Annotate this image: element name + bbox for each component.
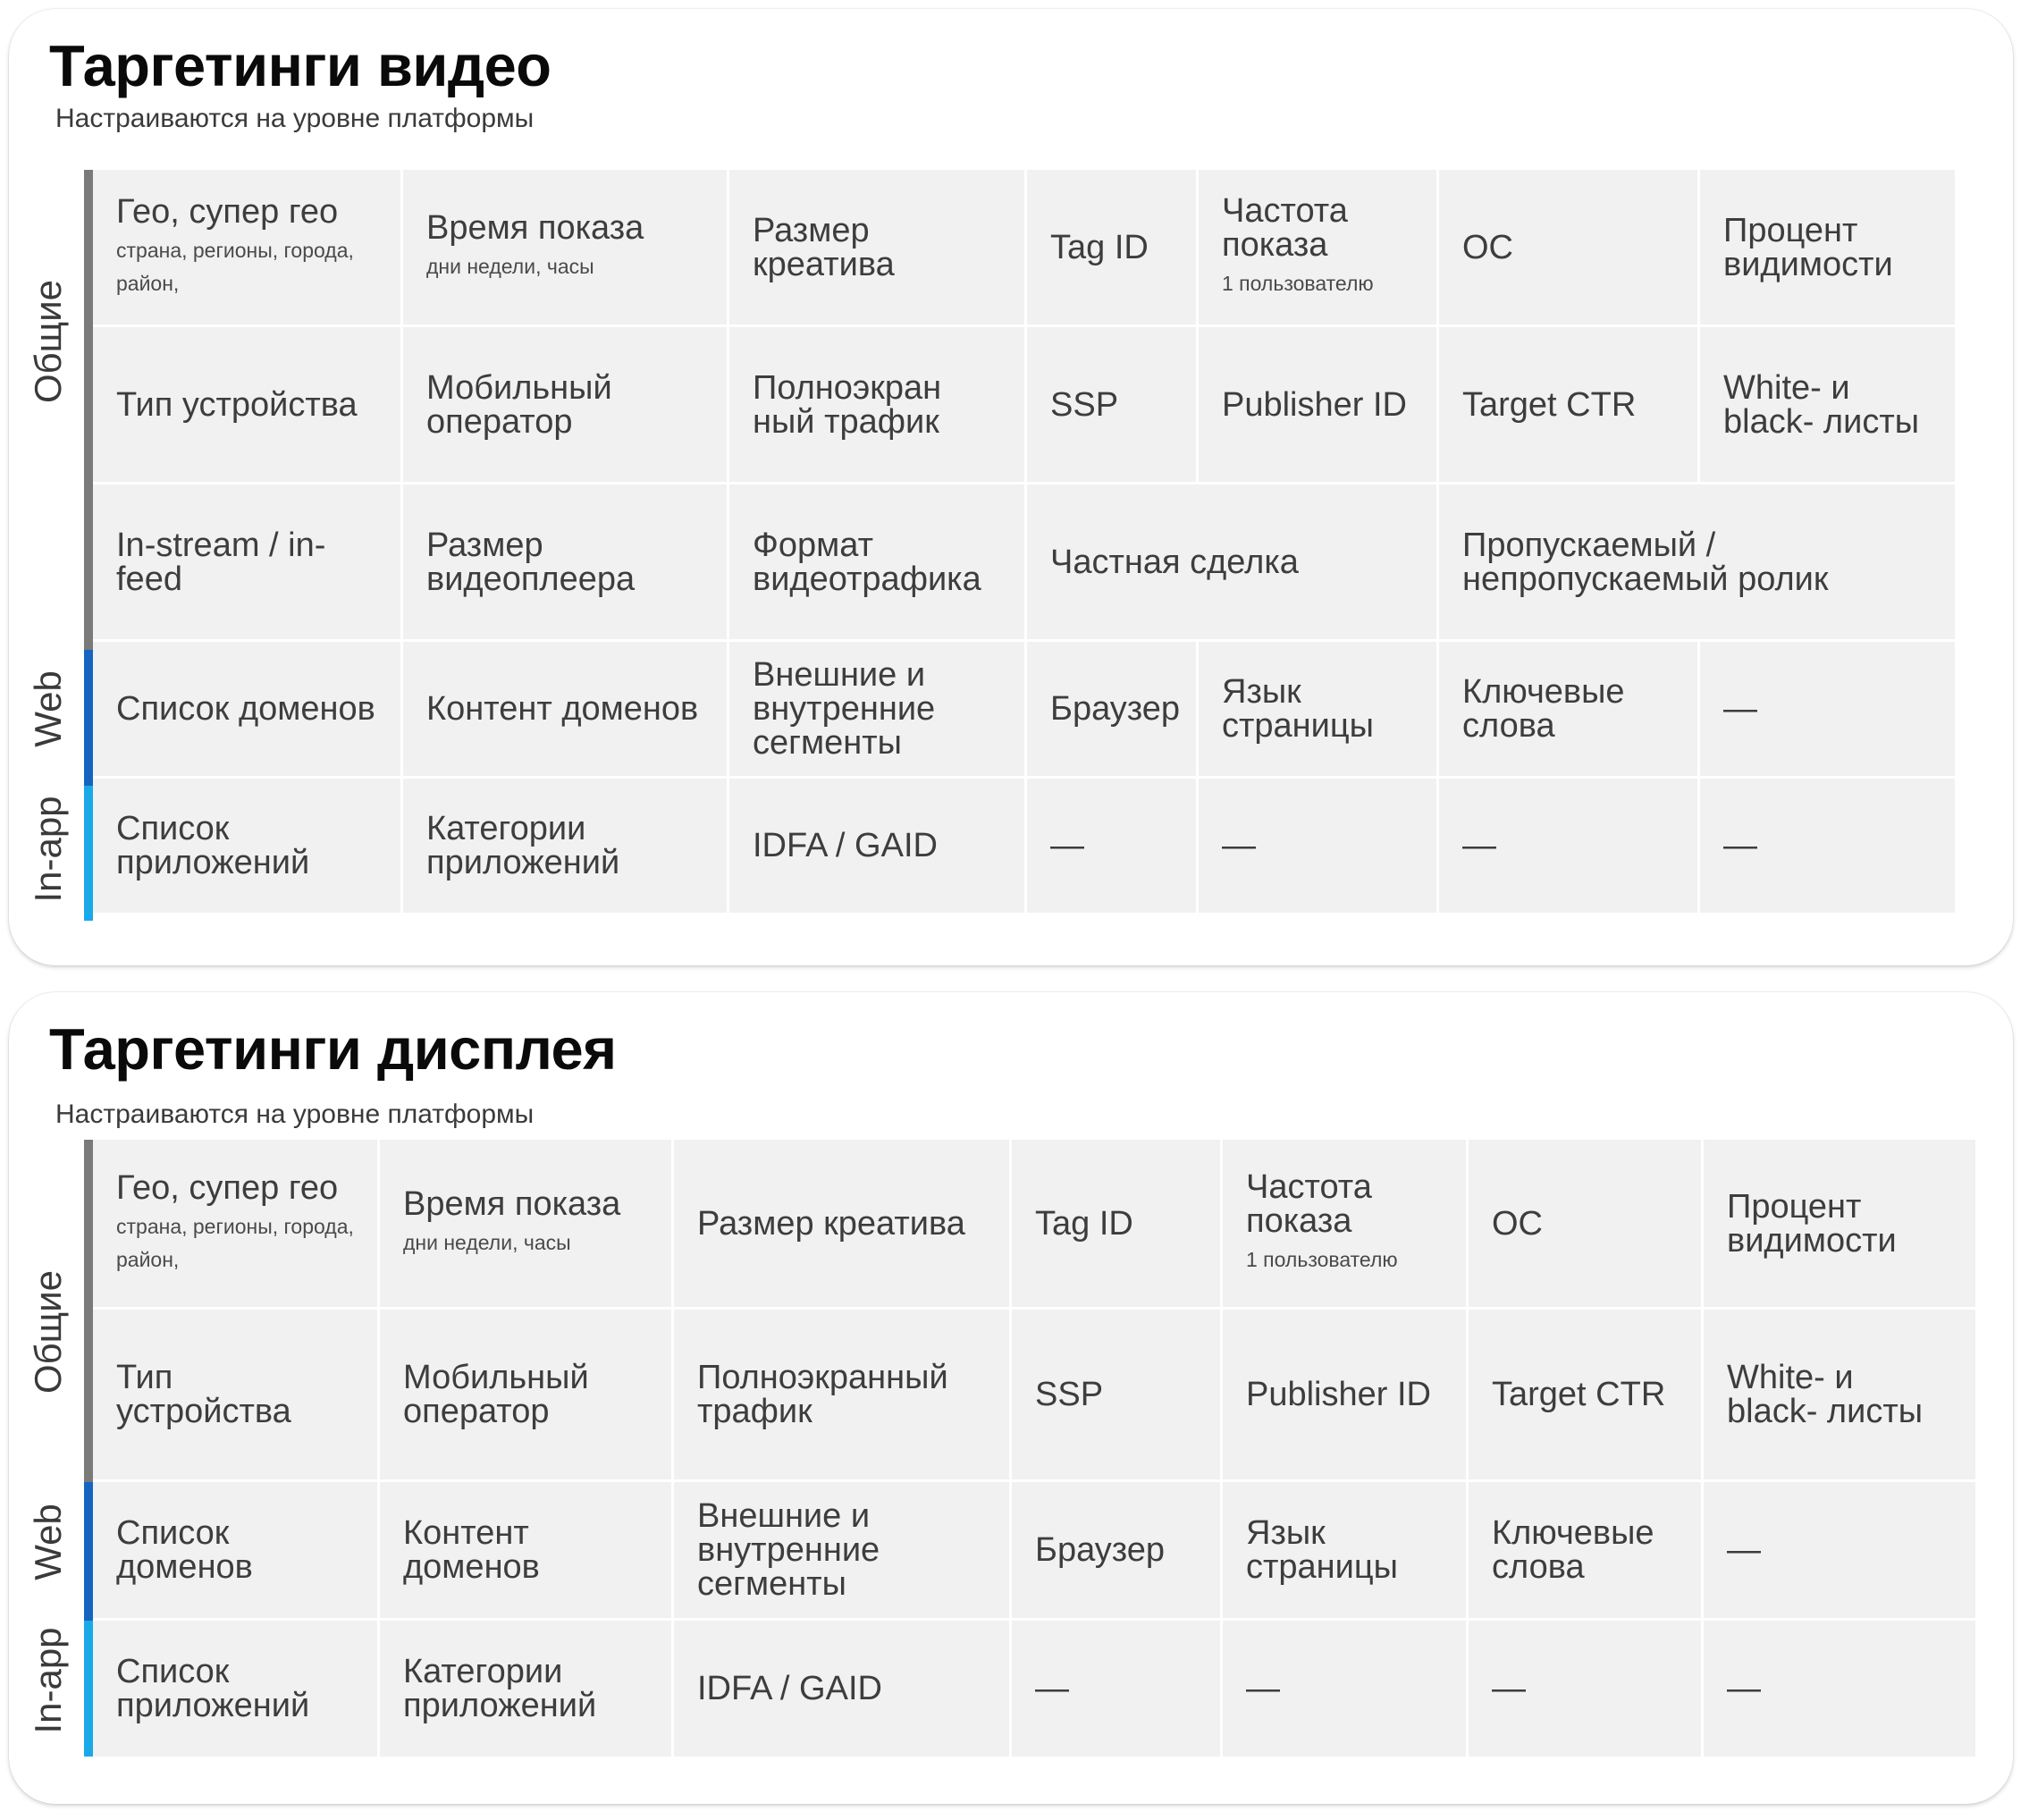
general-group-bar bbox=[84, 1140, 93, 1482]
table-cell-geo: Гео, супер гео страна, регионы, города, район, bbox=[93, 1140, 377, 1307]
table-cell-target-ctr: Target CTR bbox=[1439, 327, 1697, 482]
web-group-label: Web bbox=[27, 670, 69, 747]
table-cell-white-black-lists: White- и black- листы bbox=[1704, 1310, 1975, 1479]
table-cell-domain-content: Контент доменов bbox=[403, 642, 727, 776]
table-cell-idfa-gaid: IDFA / GAID bbox=[674, 1621, 1009, 1757]
web-group-bar bbox=[84, 1482, 93, 1621]
table-cell-creative-size: Размер креатива bbox=[674, 1140, 1009, 1307]
display-targeting-card bbox=[9, 992, 2013, 1804]
table-cell-visibility: Процент видимости bbox=[1700, 170, 1955, 324]
table-cell-empty: — bbox=[1700, 642, 1955, 776]
table-cell-os: ОС bbox=[1469, 1140, 1701, 1307]
table-cell-empty: — bbox=[1700, 779, 1955, 913]
table-cell-video-format: Формат видеотрафика bbox=[729, 484, 1024, 639]
table-cell-device-type: Тип устройства bbox=[93, 1310, 377, 1479]
inapp-group-label: In-app bbox=[27, 796, 69, 903]
table-cell-empty: — bbox=[1469, 1621, 1701, 1757]
table-cell-keywords: Ключевые слова bbox=[1439, 642, 1697, 776]
table-cell-os: ОС bbox=[1439, 170, 1697, 324]
table-cell-empty: — bbox=[1223, 1621, 1466, 1757]
table-cell-publisher-id: Publisher ID bbox=[1223, 1310, 1466, 1479]
table-cell-ssp: SSP bbox=[1027, 327, 1196, 482]
table-cell-white-black-lists: White- и black- листы bbox=[1700, 327, 1955, 482]
table-cell-creative-size: Размер креатива bbox=[729, 170, 1024, 324]
table-cell-domain-content: Контент доменов bbox=[380, 1482, 671, 1618]
video-subtitle: Настраиваются на уровне платформы bbox=[55, 104, 535, 133]
table-cell-domain-list: Список доменов bbox=[93, 642, 400, 776]
table-cell-fullscreen-traffic: Полноэкран ный трафик bbox=[729, 327, 1024, 482]
table-cell-empty: — bbox=[1199, 779, 1436, 913]
general-group-bar bbox=[84, 170, 93, 650]
table-cell-empty: — bbox=[1027, 779, 1196, 913]
table-cell-page-language: Язык страницы bbox=[1223, 1482, 1466, 1618]
inapp-group-bar bbox=[84, 786, 93, 921]
table-cell-domain-list: Список доменов bbox=[93, 1482, 377, 1618]
display-title: Таргетинги дисплея bbox=[49, 1016, 617, 1082]
table-cell-frequency: Частота показа 1 пользователю bbox=[1223, 1140, 1466, 1307]
table-cell-empty: — bbox=[1704, 1621, 1975, 1757]
video-targeting-table bbox=[93, 170, 1952, 921]
table-cell-time: Время показа дни недели, часы bbox=[403, 170, 727, 324]
table-cell-private-deal: Частная сделка bbox=[1027, 484, 1436, 639]
table-cell-segments: Внешние и внутренние сегменты bbox=[729, 642, 1024, 776]
table-cell-empty: — bbox=[1439, 779, 1697, 913]
table-cell-mobile-operator: Мобильный оператор bbox=[403, 327, 727, 482]
table-cell-empty: — bbox=[1012, 1621, 1220, 1757]
table-cell-device-type: Тип устройства bbox=[93, 327, 400, 482]
table-cell-empty: — bbox=[1704, 1482, 1975, 1618]
table-cell-tag-id: Tag ID bbox=[1012, 1140, 1220, 1307]
video-title: Таргетинги видео bbox=[49, 33, 551, 98]
table-cell-app-categories: Категории приложений bbox=[380, 1621, 671, 1757]
table-cell-app-list: Список приложений bbox=[93, 1621, 377, 1757]
table-cell-frequency: Частота показа 1 пользователю bbox=[1199, 170, 1436, 324]
table-cell-segments: Внешние и внутренние сегменты bbox=[674, 1482, 1009, 1618]
general-group-label: Общие bbox=[27, 1269, 69, 1394]
table-cell-ssp: SSP bbox=[1012, 1310, 1220, 1479]
table-cell-instream-infeed: In-stream / in-feed bbox=[93, 484, 400, 639]
table-cell-browser: Браузер bbox=[1012, 1482, 1220, 1618]
table-cell-time: Время показа дни недели, часы bbox=[380, 1140, 671, 1307]
table-cell-app-categories: Категории приложений bbox=[403, 779, 727, 913]
table-cell-publisher-id: Publisher ID bbox=[1199, 327, 1436, 482]
inapp-group-bar bbox=[84, 1621, 93, 1757]
table-cell-fullscreen-traffic: Полноэкранный трафик bbox=[674, 1310, 1009, 1479]
table-cell-geo: Гео, супер гео страна, регионы, города, район, bbox=[93, 170, 400, 324]
display-targeting-table bbox=[93, 1140, 1975, 1757]
table-cell-tag-id: Tag ID bbox=[1027, 170, 1196, 324]
web-group-label: Web bbox=[27, 1504, 69, 1580]
web-group-bar bbox=[84, 650, 93, 786]
inapp-group-label: In-app bbox=[27, 1627, 69, 1734]
table-cell-keywords: Ключевые слова bbox=[1469, 1482, 1701, 1618]
table-cell-skippable: Пропускаемый / непропускаемый ролик bbox=[1439, 484, 1955, 639]
table-cell-browser: Браузер bbox=[1027, 642, 1196, 776]
table-cell-page-language: Язык страницы bbox=[1199, 642, 1436, 776]
video-targeting-card bbox=[9, 9, 2013, 965]
general-group-label: Общие bbox=[27, 279, 69, 404]
table-cell-app-list: Список приложений bbox=[93, 779, 400, 913]
table-cell-mobile-operator: Мобильный оператор bbox=[380, 1310, 671, 1479]
table-cell-visibility: Процент видимости bbox=[1704, 1140, 1975, 1307]
table-cell-target-ctr: Target CTR bbox=[1469, 1310, 1701, 1479]
display-subtitle: Настраиваются на уровне платформы bbox=[55, 1100, 535, 1129]
table-cell-player-size: Размер видеоплеера bbox=[403, 484, 727, 639]
table-cell-idfa-gaid: IDFA / GAID bbox=[729, 779, 1024, 913]
